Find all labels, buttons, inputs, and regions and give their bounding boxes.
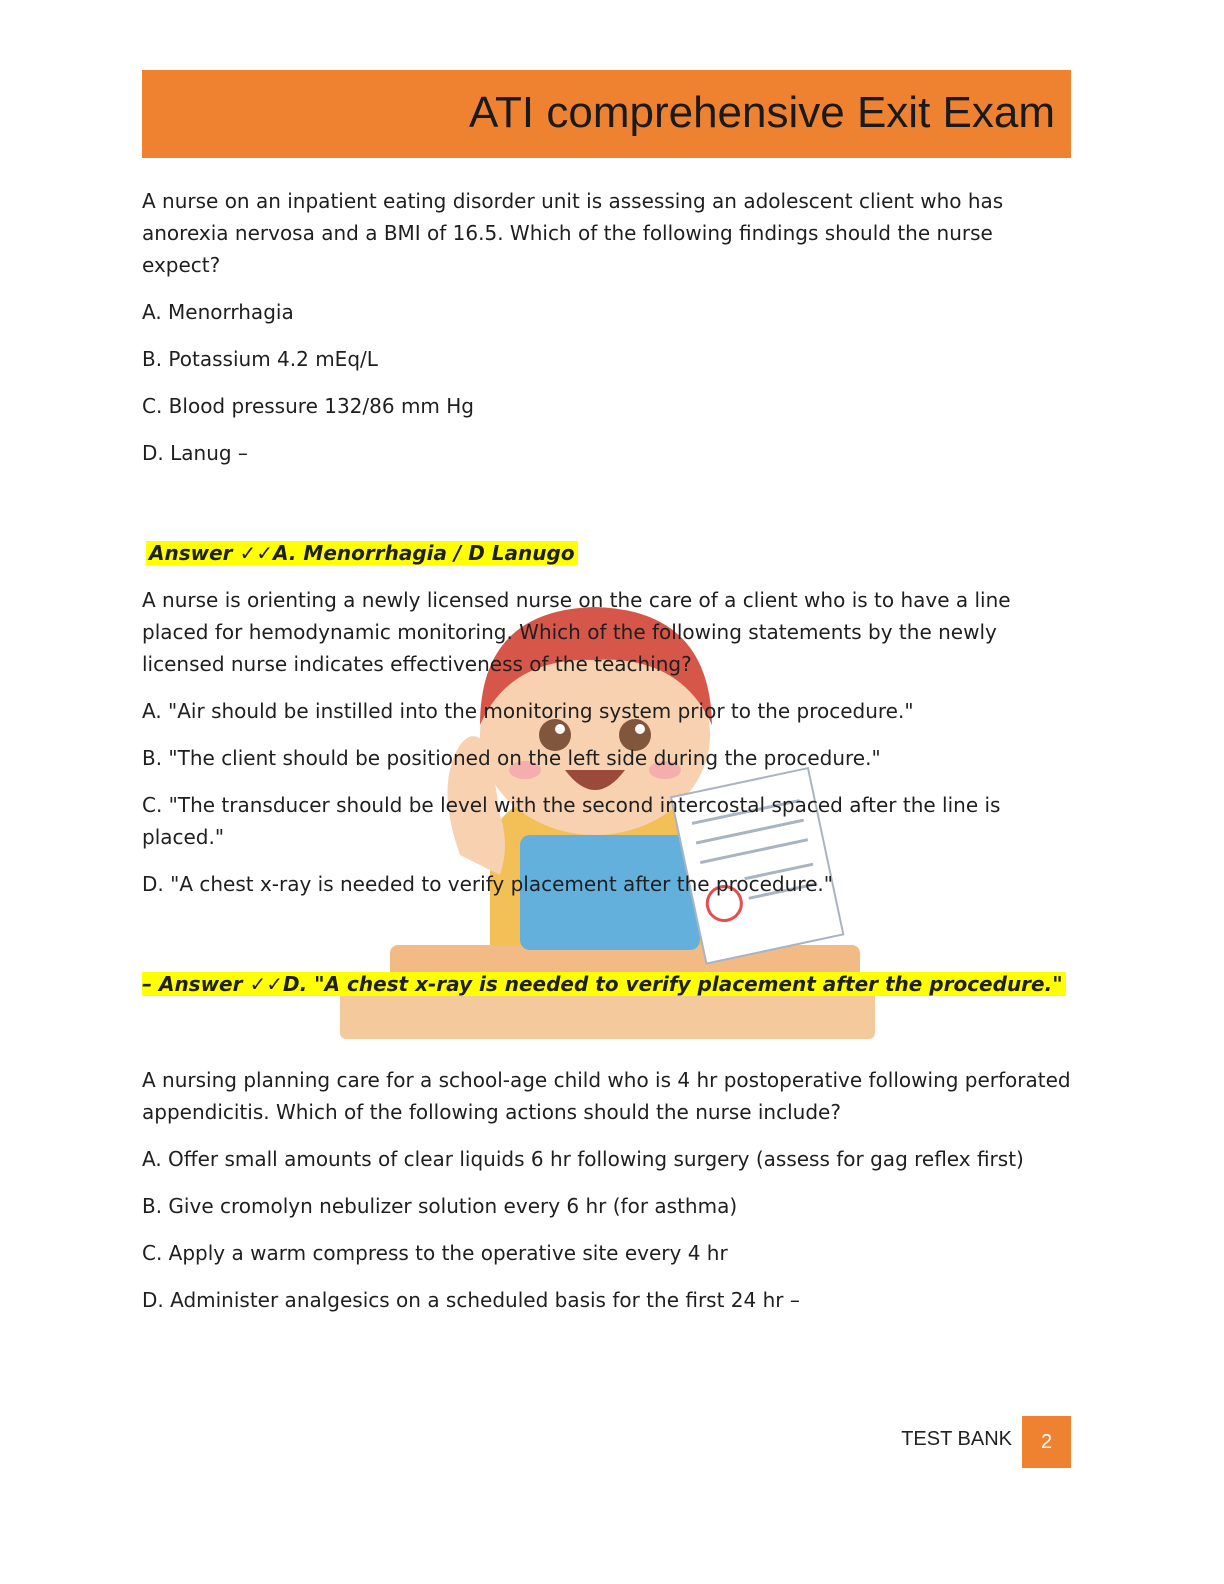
- question-2-option-a: A. "Air should be instilled into the monitoring system prior to the procedure.": [142, 699, 914, 723]
- question-1-option-d: D. Lanug –: [142, 441, 248, 465]
- question-2-answer-line: [142, 968, 1072, 1000]
- document-title: ATI comprehensive Exit Exam: [468, 88, 1055, 137]
- question-1-stem: A nurse on an inpatient eating disorder unit is assessing an adolescent client who has anorexia nervosa and a BMI of 16.5. Which of the following findings should the nurse expect?: [142, 189, 1004, 277]
- question-2-stem: A nurse is orienting a newly licensed nurse on the care of a client who is to have a line placed for hemodynamic monitoring. Which of the following statements by the newly licensed nurse indicates effectiveness of the teaching?: [142, 588, 1011, 676]
- question-3-option-c: C. Apply a warm compress to the operative site every 4 hr: [142, 1241, 728, 1265]
- question-3-option-a: A. Offer small amounts of clear liquids 6 hr following surgery (assess for gag reflex first): [142, 1147, 1024, 1171]
- question-2-option-b: B. "The client should be positioned on the left side during the procedure.": [142, 746, 881, 770]
- question-content: [142, 185, 1072, 1331]
- question-3-stem: A nursing planning care for a school-age child who is 4 hr postoperative following perforated appendicitis. Which of the following actions should the nurse include?: [142, 1068, 1071, 1124]
- question-3-option-b: B. Give cromolyn nebulizer solution every 6 hr (for asthma): [142, 1194, 738, 1218]
- question-1-answer-line: [142, 537, 1072, 569]
- footer-label: TEST BANK: [901, 1428, 1012, 1450]
- header-banner: [142, 70, 1071, 158]
- page-number: 2: [1022, 1416, 1071, 1468]
- question-1-answer: Answer ✓✓A. Menorrhagia / D Lanugo: [146, 541, 578, 565]
- question-1-option-b: B. Potassium 4.2 mEq/L: [142, 347, 378, 371]
- question-2-option-d: D. "A chest x-ray is needed to verify placement after the procedure.": [142, 872, 833, 896]
- question-1-option-c: C. Blood pressure 132/86 mm Hg: [142, 394, 475, 418]
- question-3-option-d: D. Administer analgesics on a scheduled basis for the first 24 hr –: [142, 1288, 800, 1312]
- question-1-option-a: A. Menorrhagia: [142, 300, 294, 324]
- question-2-answer: – Answer ✓✓D. "A chest x-ray is needed to verify placement after the procedure.": [142, 972, 1066, 996]
- question-2-option-c: C. "The transducer should be level with the second intercostal spaced after the line is placed.": [142, 793, 1001, 849]
